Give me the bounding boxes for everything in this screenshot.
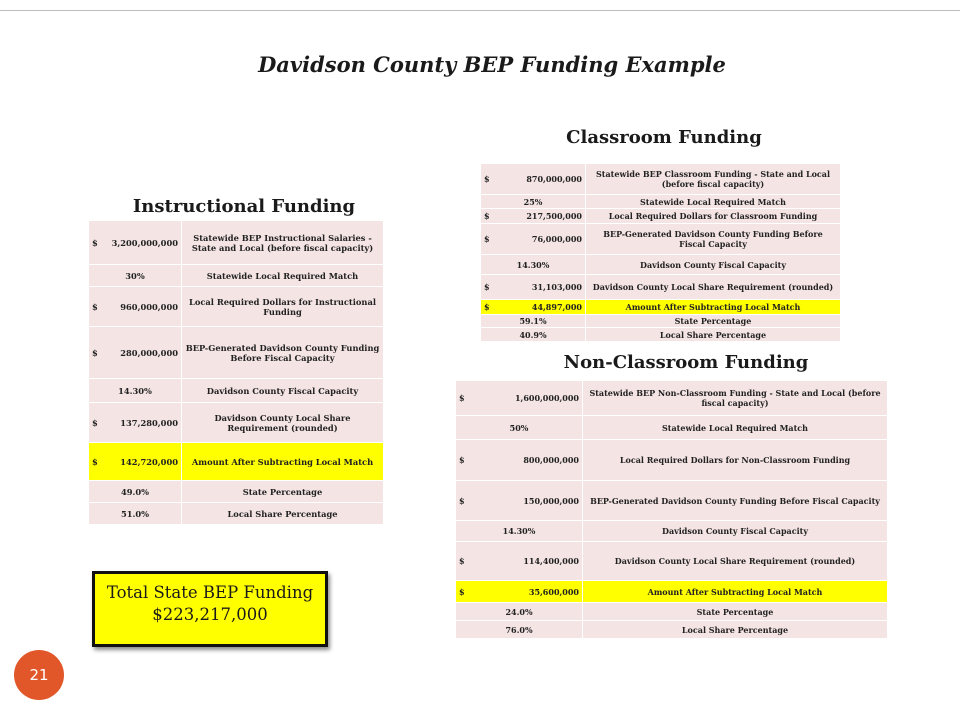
- currency-symbol: $: [484, 211, 490, 221]
- amount-cell: 14.30%: [456, 521, 583, 542]
- amount-cell: 49.0%: [89, 481, 182, 503]
- amount-cell: 25%: [481, 195, 586, 209]
- amount-cell: [481, 209, 586, 224]
- table-row: [89, 327, 384, 379]
- table-row: [456, 603, 888, 621]
- currency-symbol: $: [92, 347, 98, 358]
- currency-symbol: $: [92, 417, 98, 428]
- table-row: [481, 164, 841, 195]
- amount-value: 137,280,000: [120, 417, 178, 428]
- currency-symbol: $: [92, 237, 98, 248]
- amount-cell: [89, 327, 182, 379]
- amount-cell: 24.0%: [456, 603, 583, 621]
- table-row: [456, 481, 888, 521]
- page-number-badge: 21: [14, 650, 64, 700]
- description-cell: BEP-Generated Davidson County Funding Before Fiscal Capacity: [586, 224, 841, 255]
- amount-cell: [456, 440, 583, 481]
- amount-cell: [456, 381, 583, 416]
- amount-value: 1,600,000,000: [514, 393, 579, 403]
- table-row: [481, 255, 841, 275]
- description-cell: Local Share Percentage: [182, 503, 384, 525]
- description-cell: Davidson County Fiscal Capacity: [586, 255, 841, 275]
- classroom-table: [480, 163, 841, 342]
- amount-value: 114,400,000: [523, 556, 579, 566]
- description-cell: Davidson County Fiscal Capacity: [583, 521, 888, 542]
- amount-value: 3,200,000,000: [111, 237, 178, 248]
- table-row: [89, 379, 384, 403]
- amount-cell: [456, 542, 583, 581]
- table-row: [456, 542, 888, 581]
- amount-cell: 51.0%: [89, 503, 182, 525]
- description-cell: Local Required Dollars for Classroom Funding: [586, 209, 841, 224]
- amount-value: 76,000,000: [531, 234, 582, 244]
- amount-cell: [481, 164, 586, 195]
- description-cell: Local Required Dollars for Instructional Funding: [182, 287, 384, 327]
- amount-value: 280,000,000: [120, 347, 178, 358]
- table-row: [481, 315, 841, 328]
- amount-value: 142,720,000: [120, 456, 178, 467]
- amount-cell: 30%: [89, 265, 182, 287]
- description-cell: BEP-Generated Davidson County Funding Before Fiscal Capacity: [583, 481, 888, 521]
- amount-cell: [481, 300, 586, 315]
- description-cell: State Percentage: [182, 481, 384, 503]
- top-divider: [0, 10, 960, 11]
- description-cell: Statewide BEP Classroom Funding - State and Local (before fiscal capacity): [586, 164, 841, 195]
- description-cell: Local Share Percentage: [583, 621, 888, 639]
- table-row: [89, 221, 384, 265]
- table-row: [456, 581, 888, 603]
- table-row: [456, 521, 888, 542]
- description-cell: Amount After Subtracting Local Match: [182, 443, 384, 481]
- currency-symbol: $: [484, 234, 490, 244]
- table-row: [481, 275, 841, 300]
- amount-cell: [89, 287, 182, 327]
- description-cell: Davidson County Local Share Requirement (rounded): [583, 542, 888, 581]
- table-row: [89, 503, 384, 525]
- table-row: [456, 416, 888, 440]
- currency-symbol: $: [92, 301, 98, 312]
- instructional-title: Instructional Funding: [132, 196, 356, 217]
- non-classroom-title: Non-Classroom Funding: [563, 352, 809, 373]
- currency-symbol: $: [459, 393, 465, 403]
- amount-cell: 76.0%: [456, 621, 583, 639]
- description-cell: Davidson County Local Share Requirement (rounded): [586, 275, 841, 300]
- description-cell: Statewide Local Required Match: [182, 265, 384, 287]
- currency-symbol: $: [459, 495, 465, 506]
- table-row: [89, 287, 384, 327]
- description-cell: Statewide Local Required Match: [586, 195, 841, 209]
- description-cell: Statewide Local Required Match: [583, 416, 888, 440]
- currency-symbol: $: [484, 282, 490, 292]
- table-row: [89, 403, 384, 443]
- table-row: [456, 621, 888, 639]
- description-cell: Davidson County Local Share Requirement (rounded): [182, 403, 384, 443]
- table-row: [456, 440, 888, 481]
- currency-symbol: $: [459, 455, 465, 465]
- amount-value: 800,000,000: [523, 455, 579, 465]
- description-cell: State Percentage: [583, 603, 888, 621]
- amount-cell: 40.9%: [481, 328, 586, 342]
- amount-value: 35,600,000: [528, 586, 579, 597]
- total-label: Total State BEP Funding: [106, 583, 314, 602]
- description-cell: Statewide BEP Instructional Salaries - State and Local (before fiscal capacity): [182, 221, 384, 265]
- total-value: $223,217,000: [152, 605, 268, 624]
- table-row: [481, 209, 841, 224]
- amount-cell: [481, 275, 586, 300]
- currency-symbol: $: [484, 174, 490, 184]
- description-cell: Davidson County Fiscal Capacity: [182, 379, 384, 403]
- amount-cell: 14.30%: [481, 255, 586, 275]
- table-row: [89, 265, 384, 287]
- total-state-funding-box: [92, 571, 328, 647]
- amount-cell: [89, 221, 182, 265]
- amount-cell: 50%: [456, 416, 583, 440]
- description-cell: Statewide BEP Non-Classroom Funding - State and Local (before fiscal capacity): [583, 381, 888, 416]
- description-cell: Amount After Subtracting Local Match: [583, 581, 888, 603]
- currency-symbol: $: [484, 302, 490, 312]
- description-cell: Local Required Dollars for Non-Classroom Funding: [583, 440, 888, 481]
- currency-symbol: $: [459, 556, 465, 566]
- amount-value: 44,897,000: [531, 302, 582, 312]
- amount-value: 150,000,000: [523, 495, 579, 506]
- table-row: [89, 481, 384, 503]
- amount-cell: [89, 403, 182, 443]
- classroom-title: Classroom Funding: [566, 127, 762, 148]
- amount-value: 960,000,000: [120, 301, 178, 312]
- amount-cell: 59.1%: [481, 315, 586, 328]
- currency-symbol: $: [459, 586, 465, 597]
- currency-symbol: $: [92, 456, 98, 467]
- table-row: [481, 224, 841, 255]
- amount-cell: [456, 581, 583, 603]
- amount-cell: [89, 443, 182, 481]
- description-cell: Amount After Subtracting Local Match: [586, 300, 841, 315]
- amount-value: 31,103,000: [531, 282, 582, 292]
- description-cell: State Percentage: [586, 315, 841, 328]
- table-row: [481, 195, 841, 209]
- amount-value: 870,000,000: [526, 174, 582, 184]
- description-cell: BEP-Generated Davidson County Funding Before Fiscal Capacity: [182, 327, 384, 379]
- description-cell: Local Share Percentage: [586, 328, 841, 342]
- table-row: [481, 300, 841, 315]
- table-row: [481, 328, 841, 342]
- non-classroom-table: [455, 380, 888, 639]
- amount-value: 217,500,000: [526, 211, 582, 221]
- amount-cell: [481, 224, 586, 255]
- slide-title: Davidson County BEP Funding Example: [258, 52, 726, 77]
- amount-cell: [456, 481, 583, 521]
- table-row: [89, 443, 384, 481]
- instructional-table: [88, 220, 384, 525]
- amount-cell: 14.30%: [89, 379, 182, 403]
- table-row: [456, 381, 888, 416]
